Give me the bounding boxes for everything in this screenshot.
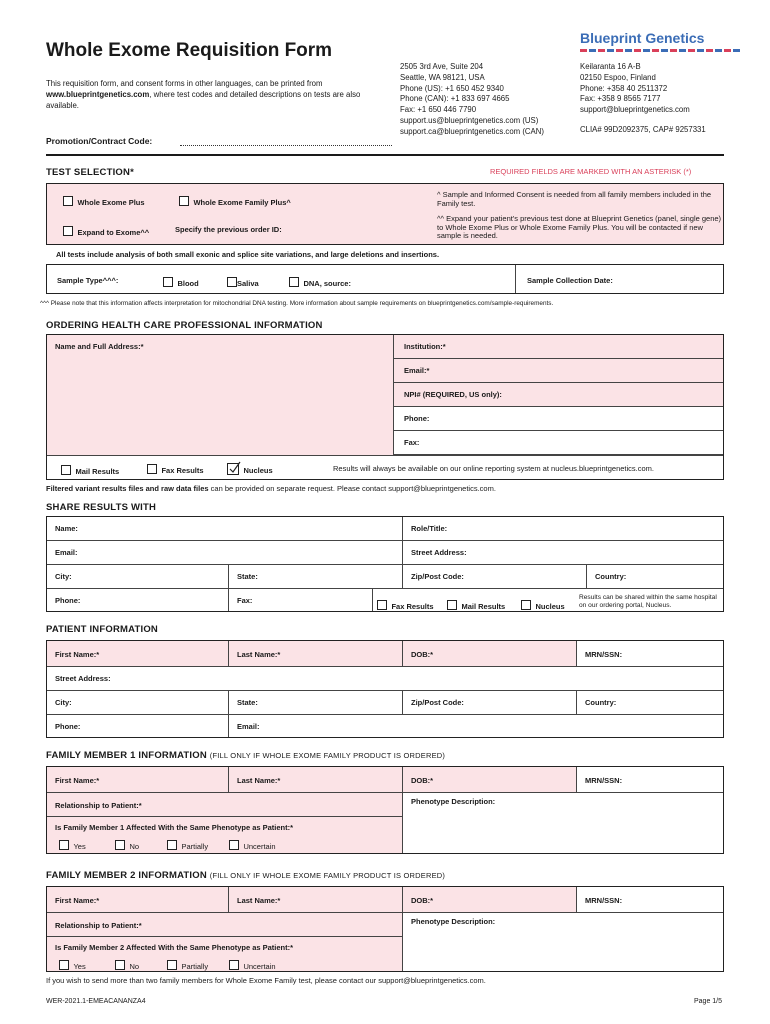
mito-note: ^^^ Please note that this information affects interpretation for mitochondrial DNA testing. More information about sample requirements on blueprintgenetics.com/sample-requirements. xyxy=(40,300,554,307)
share-name-field[interactable]: Name: xyxy=(47,517,403,541)
logo-stripe-segment xyxy=(616,49,623,52)
family2-no-option[interactable]: No xyxy=(115,956,139,974)
sample-type-row xyxy=(46,264,724,294)
checkmark-icon[interactable] xyxy=(227,463,239,475)
share-nucleus-note: Results can be shared within the same hospital on our ordering portal, Nucleus. xyxy=(579,594,717,609)
family2-first-name-field[interactable]: First Name:* xyxy=(47,887,229,913)
promo-code-field[interactable] xyxy=(180,145,392,146)
option-whole-exome-family-plus[interactable]: Whole Exome Family Plus^ xyxy=(179,192,291,210)
logo-stripe-segment xyxy=(724,49,731,52)
website-link[interactable]: www.blueprintgenetics.com xyxy=(46,90,150,99)
checkbox[interactable] xyxy=(147,464,157,474)
expand-note: ^^ Expand your patient's previous test done at Blueprint Genetics (panel, single gene) to Whole Exome Plus or Whole Exome Family Plus. You will be contacted if new sample is needed. xyxy=(437,214,722,240)
required-fields-note: REQUIRED FIELDS ARE MARKED WITH AN ASTERISK (*) xyxy=(490,167,692,176)
test-selection-box xyxy=(46,183,724,245)
section-heading-share-results: SHARE RESULTS WITH xyxy=(46,502,157,513)
logo-stripe-segment xyxy=(634,49,641,52)
intro-text: This requisition form, and consent forms in other languages, can be printed from www.blueprintgenetics.com, where test codes and detailed descriptions on tests are also available. xyxy=(46,79,361,110)
patient-state-field[interactable]: State: xyxy=(229,691,403,715)
share-phone-field[interactable]: Phone: xyxy=(47,589,229,611)
phone-field[interactable]: Phone: xyxy=(393,407,723,431)
family-1-box xyxy=(46,766,724,854)
divider xyxy=(46,154,724,156)
family1-first-name-field[interactable]: First Name:* xyxy=(47,767,229,793)
family1-phenotype-field[interactable]: Phenotype Description: xyxy=(411,797,496,806)
logo-stripe-segment xyxy=(661,49,668,52)
sample-saliva[interactable]: Saliva xyxy=(227,273,259,291)
checkbox[interactable] xyxy=(179,196,189,206)
promo-label: Promotion/Contract Code: xyxy=(46,136,153,146)
family1-relationship-field[interactable]: Relationship to Patient:* xyxy=(47,793,403,817)
sample-dna[interactable]: DNA, source: xyxy=(289,273,351,291)
share-street-field[interactable]: Street Address: xyxy=(403,541,723,565)
patient-street-field[interactable]: Street Address: xyxy=(47,667,723,691)
ordering-box xyxy=(46,334,724,480)
logo-stripe-segment xyxy=(625,49,632,52)
share-results-box xyxy=(46,516,724,612)
logo-stripe-segment xyxy=(598,49,605,52)
fax-results-option[interactable]: Fax Results xyxy=(147,460,204,478)
family-consent-note: ^ Sample and Informed Consent is needed from all family members included in the Family test. xyxy=(437,190,712,208)
family-2-box xyxy=(46,886,724,972)
checkbox[interactable] xyxy=(167,840,177,850)
family2-affected-field: Is Family Member 2 Affected With the Same Phenotype as Patient:* Yes No Partially Uncertain xyxy=(47,937,403,971)
patient-first-name-field[interactable]: First Name:* xyxy=(47,641,229,667)
family1-yes-option[interactable]: Yes xyxy=(59,836,86,854)
checkbox[interactable] xyxy=(115,840,125,850)
patient-phone-field[interactable]: Phone: xyxy=(47,715,229,737)
patient-country-field[interactable]: Country: xyxy=(577,691,723,715)
checkbox[interactable] xyxy=(229,840,239,850)
logo-stripe-segment xyxy=(607,49,614,52)
checkbox[interactable] xyxy=(167,960,177,970)
family2-uncertain-option[interactable]: Uncertain xyxy=(229,956,276,974)
logo-stripe-segment xyxy=(697,49,704,52)
all-tests-note: All tests include analysis of both small exonic and splice site variations, and large deletions and insertions. xyxy=(56,250,440,259)
share-role-field[interactable]: Role/Title: xyxy=(403,517,723,541)
family1-mrn-field[interactable]: MRN/SSN: xyxy=(577,767,723,793)
patient-box xyxy=(46,640,724,738)
patient-last-name-field[interactable]: Last Name:* xyxy=(229,641,403,667)
patient-zip-field[interactable]: Zip/Post Code: xyxy=(403,691,577,715)
section-heading-family-2: FAMILY MEMBER 2 INFORMATION (FILL ONLY IF WHOLE EXOME FAMILY PRODUCT IS ORDERED) xyxy=(46,870,446,881)
family2-partially-option[interactable]: Partially xyxy=(167,956,208,974)
divider xyxy=(515,265,516,293)
share-fax-results-option[interactable]: Fax Results xyxy=(377,596,434,614)
blueprint-genetics-logo xyxy=(580,30,740,52)
fax-field[interactable]: Fax: xyxy=(393,431,723,455)
checkbox[interactable] xyxy=(59,960,69,970)
clia-cap-number: CLIA# 99D2092375, CAP# 9257331 xyxy=(580,124,706,134)
share-email-field[interactable]: Email: xyxy=(47,541,403,565)
section-heading-family-1: FAMILY MEMBER 1 INFORMATION (FILL ONLY IF WHOLE EXOME FAMILY PRODUCT IS ORDERED) xyxy=(46,750,446,761)
patient-email-field[interactable]: Email: xyxy=(237,722,260,731)
checkbox[interactable] xyxy=(61,465,71,475)
more-family-note: If you wish to send more than two family members for Whole Exome Family test, please contact our support@blueprintgenetics.com. xyxy=(46,976,486,985)
share-mail-results-option[interactable]: Mail Results xyxy=(447,596,505,614)
family1-uncertain-option[interactable]: Uncertain xyxy=(229,836,276,854)
checkbox[interactable] xyxy=(229,960,239,970)
option-expand-to-exome[interactable]: Expand to Exome^^ xyxy=(63,222,149,240)
share-country-field[interactable]: Country: xyxy=(587,565,723,589)
family1-affected-field: Is Family Member 1 Affected With the Same Phenotype as Patient:* Yes No Partially Uncertain xyxy=(47,817,403,853)
checkbox[interactable] xyxy=(115,960,125,970)
previous-order-id-label: Specify the previous order ID: xyxy=(175,225,282,234)
checkbox[interactable] xyxy=(163,277,173,287)
family2-last-name-field[interactable]: Last Name:* xyxy=(229,887,403,913)
patient-mrn-field[interactable]: MRN/SSN: xyxy=(577,641,723,667)
logo-stripe-segment xyxy=(670,49,677,52)
logo-stripe-segment xyxy=(580,49,587,52)
section-heading-patient: PATIENT INFORMATION xyxy=(46,624,158,635)
family2-mrn-field[interactable]: MRN/SSN: xyxy=(577,887,723,913)
sample-type-label: Sample Type^^^: xyxy=(57,276,119,285)
share-fax-field[interactable]: Fax: xyxy=(229,589,373,611)
logo-stripe-segment xyxy=(652,49,659,52)
email-field[interactable]: Email:* xyxy=(393,359,723,383)
finland-office-address: Keilaranta 16 A-B 02150 Espoo, Finland Phone: +358 40 2511372 Fax: +358 9 8565 7177 support@blueprintgenetics.com CLIA# 99D2092375, CAP# 9257331 xyxy=(580,62,706,134)
logo-stripe xyxy=(580,49,740,52)
logo-stripe-segment xyxy=(715,49,722,52)
nucleus-option[interactable]: Nucleus xyxy=(227,460,273,478)
checkbox[interactable] xyxy=(63,226,73,236)
filtered-variants-note: Filtered variant results files and raw data files can be provided on separate request. Please contact support@blueprintgenetics.com. xyxy=(46,484,496,493)
family1-last-name-field[interactable]: Last Name:* xyxy=(229,767,403,793)
checkbox[interactable] xyxy=(521,600,531,610)
divider xyxy=(47,455,723,456)
option-whole-exome-plus[interactable]: Whole Exome Plus xyxy=(63,192,145,210)
npi-field[interactable]: NPI# (REQUIRED, US only): xyxy=(393,383,723,407)
checkbox[interactable] xyxy=(289,277,299,287)
family2-phenotype-field[interactable]: Phenotype Description: xyxy=(411,917,496,926)
checkbox[interactable] xyxy=(447,600,457,610)
family1-no-option[interactable]: No xyxy=(115,836,139,854)
institution-field[interactable]: Institution:* xyxy=(393,335,723,359)
sample-blood[interactable]: Blood xyxy=(163,273,199,291)
us-office-address: 2505 3rd Ave, Suite 204 Seattle, WA 98121, USA Phone (US): +1 650 452 9340 Phone (CAN): +1 833 697 4665 Fax: +1 650 446 7790 support.us@blueprintgenetics.com (US) support.ca@blueprintgenetics.com (CAN) xyxy=(400,62,544,136)
logo-stripe-segment xyxy=(589,49,596,52)
checkbox[interactable] xyxy=(59,840,69,850)
logo-stripe-segment xyxy=(733,49,740,52)
family2-dob-field[interactable]: DOB:* xyxy=(403,887,577,913)
section-heading-test-selection: TEST SELECTION* xyxy=(46,167,134,178)
logo-stripe-segment xyxy=(679,49,686,52)
mail-results-option[interactable]: Mail Results xyxy=(61,461,119,479)
family1-dob-field[interactable]: DOB:* xyxy=(403,767,577,793)
checkbox[interactable] xyxy=(377,600,387,610)
page-number: Page 1/5 xyxy=(694,998,723,1005)
logo-stripe-segment xyxy=(643,49,650,52)
collection-date-label: Sample Collection Date: xyxy=(527,276,613,285)
share-zip-field[interactable]: Zip/Post Code: xyxy=(403,565,587,589)
section-heading-ordering: ORDERING HEALTH CARE PROFESSIONAL INFORMATION xyxy=(46,320,323,331)
logo-text: Blueprint Genetics xyxy=(580,30,705,46)
family1-partially-option[interactable]: Partially xyxy=(167,836,208,854)
page-title: Whole Exome Requisition Form xyxy=(46,40,333,61)
share-nucleus-option[interactable]: Nucleus xyxy=(521,596,565,614)
logo-stripe-segment xyxy=(706,49,713,52)
checkbox[interactable] xyxy=(63,196,73,206)
checkbox[interactable] xyxy=(227,277,237,287)
form-code: WER-2021.1-EMEACANANZA4 xyxy=(46,998,146,1005)
share-state-field[interactable]: State: xyxy=(229,565,403,589)
logo-stripe-segment xyxy=(688,49,695,52)
nucleus-availability-note: Results will always be available on our online reporting system at nucleus.blueprintgenetics.com. xyxy=(333,464,654,473)
name-address-field[interactable]: Name and Full Address:* xyxy=(47,335,393,455)
share-city-field[interactable]: City: xyxy=(47,565,229,589)
patient-dob-field[interactable]: DOB:* xyxy=(403,641,577,667)
family2-relationship-field[interactable]: Relationship to Patient:* xyxy=(47,913,403,937)
patient-city-field[interactable]: City: xyxy=(47,691,229,715)
family2-yes-option[interactable]: Yes xyxy=(59,956,86,974)
